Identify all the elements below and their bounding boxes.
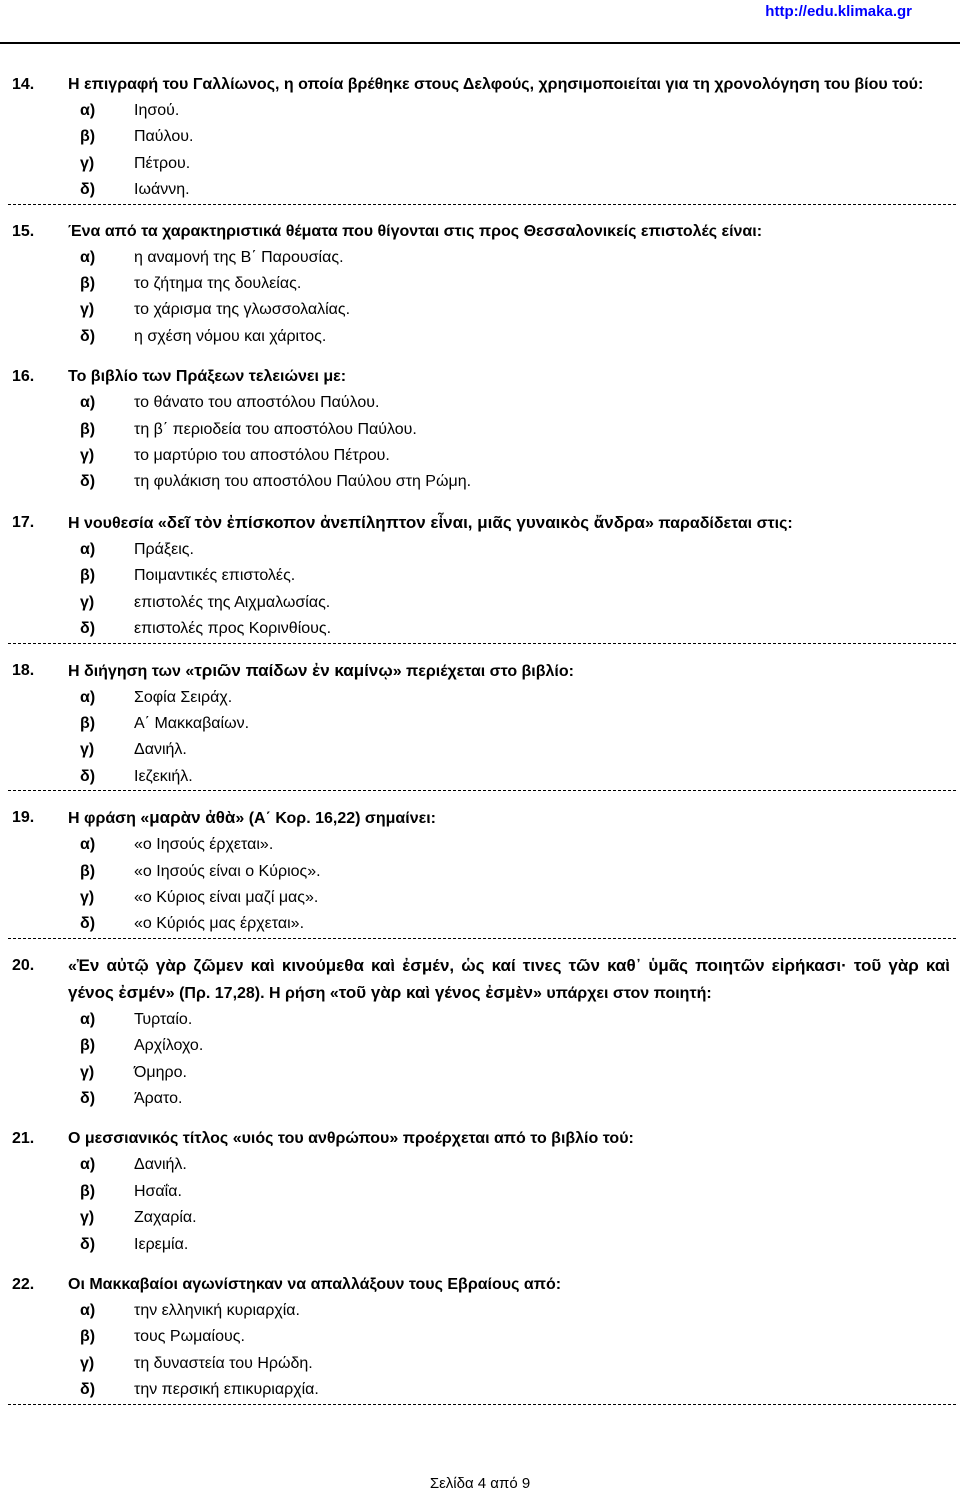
page-footer: Σελίδα 4 από 9 — [429, 1475, 531, 1492]
option-list — [0, 390, 960, 496]
dashed-divider — [8, 643, 956, 644]
question-22 — [0, 1272, 960, 1405]
header-link[interactable]: http://edu.klimaka.gr — [765, 3, 912, 20]
option-list — [0, 245, 960, 351]
option-text: Ησαΐα. — [134, 1182, 182, 1200]
option-list — [0, 1298, 960, 1404]
option-item — [0, 764, 960, 790]
option-text: Ιεζεκιήλ. — [134, 767, 193, 785]
question-text: Ένα από τα χαρακτηριστικά θέματα που θίγονται στις προς Θεσσαλονικείς επιστολές είναι: — [68, 222, 763, 240]
quote-text: τριῶν παίδων ἐν καμίνῳ — [194, 660, 393, 680]
question-list — [0, 72, 960, 1419]
question-text — [68, 805, 950, 832]
option-letter: δ) — [80, 1381, 96, 1399]
option-text: Ιησού. — [134, 102, 180, 119]
question-text-part: » περιέχεται στο βιβλίο: — [392, 662, 574, 680]
quote-text: τοῦ γὰρ καὶ γένος ἐσμὲν — [338, 982, 533, 1002]
option-text: την ελληνική κυριαρχία. — [134, 1302, 300, 1319]
option-text: «ο Κύριος είναι μαζί μας». — [134, 888, 319, 906]
question-19 — [0, 805, 960, 939]
option-list — [0, 685, 960, 791]
option-text: Ποιμαντικές επιστολές. — [134, 567, 296, 585]
option-item — [0, 443, 960, 469]
option-item — [0, 98, 960, 124]
option-text: «ο Ιησούς έρχεται». — [134, 836, 274, 854]
question-20 — [0, 953, 960, 1113]
option-letter: γ) — [80, 447, 95, 465]
option-letter: α) — [80, 1156, 96, 1174]
option-text: επιστολές της Αιχμαλωσίας. — [134, 593, 331, 611]
option-item — [0, 1205, 960, 1231]
option-item — [0, 1060, 960, 1086]
option-item — [0, 1086, 960, 1112]
question-number: 16. — [12, 368, 35, 386]
quote-text: Ἐν αὐτῷ γὰρ ζῶμεν καὶ κινούμεθα καὶ ἐσμέν, ὡς καί τινες τῶν καθ᾽ ὑμᾶς ποιητῶν εἰρήκασι· τοῦ γὰρ καὶ γένος ἐσμέν — [68, 955, 950, 1002]
option-text: Σοφία Σειράχ. — [134, 688, 233, 706]
option-item — [0, 911, 960, 937]
question-text — [68, 658, 950, 685]
question-number: 20. — [12, 956, 35, 974]
question-text-part: Η νουθεσία « — [68, 514, 167, 532]
option-list — [0, 832, 960, 938]
option-text: τη φυλάκιση του αποστόλου Παύλου στη Ρώμη. — [134, 473, 472, 491]
option-letter: α) — [80, 836, 96, 854]
question-21 — [0, 1126, 960, 1258]
option-text: Δανιήλ. — [134, 1156, 187, 1174]
option-letter: δ) — [80, 1089, 96, 1107]
option-text: Τυρταίο. — [134, 1010, 193, 1028]
option-list — [0, 1152, 960, 1258]
question-number: 21. — [12, 1130, 35, 1148]
option-item — [0, 832, 960, 858]
option-letter: δ) — [80, 767, 96, 785]
option-text: το θάνατο του αποστόλου Παύλου. — [134, 394, 380, 412]
option-letter: α) — [80, 1010, 96, 1028]
option-text: τη δυναστεία του Ηρώδη. — [134, 1354, 313, 1372]
option-item — [0, 1007, 960, 1033]
option-letter: α) — [80, 394, 96, 412]
option-letter: γ) — [80, 154, 95, 172]
option-letter: β) — [80, 128, 96, 146]
option-letter: δ) — [80, 915, 96, 933]
question-14 — [0, 72, 960, 205]
option-letter: δ) — [80, 1235, 96, 1253]
question-text: Οι Μακκαβαίοι αγωνίστηκαν να απαλλάξουν τους Εβραίους από: — [68, 1276, 562, 1293]
option-text: η σχέση νόμου και χάριτος. — [134, 327, 327, 345]
option-list — [0, 98, 960, 204]
option-item — [0, 469, 960, 495]
option-letter: β) — [80, 275, 96, 293]
option-item — [0, 1179, 960, 1205]
question-number: 15. — [12, 222, 35, 240]
header-rule — [0, 42, 960, 44]
option-text: Ιωάννη. — [134, 181, 190, 199]
dashed-divider — [8, 938, 956, 939]
option-text: «ο Κύριός μας έρχεται». — [134, 915, 305, 933]
option-letter: β) — [80, 862, 96, 880]
option-item — [0, 616, 960, 642]
option-item — [0, 1152, 960, 1178]
dashed-divider — [8, 1404, 956, 1405]
option-item — [0, 177, 960, 203]
question-text: Ο μεσσιανικός τίτλος «υιός του ανθρώπου» προέρχεται από το βιβλίο τού: — [68, 1130, 634, 1148]
question-text-part: « — [68, 957, 77, 975]
option-letter: γ) — [80, 888, 95, 906]
option-text: την περσική επικυριαρχία. — [134, 1381, 319, 1399]
question-text-part: Η φράση « — [68, 810, 150, 828]
option-item — [0, 245, 960, 271]
option-letter: γ) — [80, 741, 95, 759]
option-letter: γ) — [80, 593, 95, 611]
option-letter: α) — [80, 540, 96, 558]
question-15 — [0, 219, 960, 351]
option-letter: γ) — [80, 301, 95, 319]
option-text: η αναμονή της Β΄ Παρουσίας. — [134, 248, 344, 266]
option-item — [0, 1232, 960, 1258]
option-text: Ιερεμία. — [134, 1235, 189, 1253]
dashed-divider — [8, 790, 956, 791]
option-letter: α) — [80, 688, 96, 706]
option-text: Άρατο. — [134, 1089, 183, 1107]
question-text — [68, 510, 950, 537]
option-item — [0, 859, 960, 885]
option-list — [0, 537, 960, 643]
option-text: το χάρισμα της γλωσσολαλίας. — [134, 301, 351, 319]
option-text: «ο Ιησούς είναι ο Κύριος». — [134, 862, 321, 880]
option-text: Όμηρο. — [134, 1063, 187, 1081]
option-text: επιστολές προς Κορινθίους. — [134, 620, 332, 638]
question-text-part: » (Πρ. 17,28). Η ρήση « — [165, 984, 339, 1002]
option-letter: δ) — [80, 327, 96, 345]
option-item — [0, 390, 960, 416]
quote-text: δεῖ τὸν ἐπίσκοπον ἀνεπίληπτον εἶναι, μιᾶς γυναικὸς ἄνδρα — [166, 512, 645, 532]
option-letter: γ) — [80, 1209, 95, 1227]
option-letter: δ) — [80, 620, 96, 638]
option-item — [0, 590, 960, 616]
question-text — [68, 953, 950, 1007]
question-text: Το βιβλίο των Πράξεων τελειώνει με: — [68, 368, 347, 386]
option-text: Ζαχαρία. — [134, 1209, 197, 1227]
option-item — [0, 885, 960, 911]
question-18 — [0, 658, 960, 792]
option-item — [0, 324, 960, 350]
option-item — [0, 737, 960, 763]
question-text-part: » παραδίδεται στις: — [644, 514, 793, 532]
option-letter: β) — [80, 567, 96, 585]
question-text: Η επιγραφή του Γαλλίωνος, η οποία βρέθηκε στους Δελφούς, χρησιμοποιείται για τη χρονολόγηση του βίου τού: — [68, 76, 924, 93]
option-item — [0, 151, 960, 177]
option-item — [0, 1351, 960, 1377]
option-text: το μαρτύριο του αποστόλου Πέτρου. — [134, 447, 390, 465]
question-number: 22. — [12, 1276, 35, 1293]
option-text: Παύλου. — [134, 128, 194, 146]
option-letter: δ) — [80, 473, 96, 491]
option-letter: α) — [80, 1302, 96, 1319]
question-number: 19. — [12, 809, 35, 827]
option-letter: γ) — [80, 1354, 95, 1372]
question-text-part: Η διήγηση των « — [68, 662, 195, 680]
dashed-divider — [8, 204, 956, 205]
option-text: Α΄ Μακκαβαίων. — [134, 714, 250, 732]
option-letter: β) — [80, 1328, 96, 1346]
option-item — [0, 124, 960, 150]
option-item — [0, 685, 960, 711]
option-letter: α) — [80, 102, 96, 119]
quote-text: μαρὰν ἀθὰ — [149, 808, 236, 828]
option-letter: β) — [80, 420, 96, 438]
question-number: 18. — [12, 661, 35, 679]
option-text: τη β΄ περιοδεία του αποστόλου Παύλου. — [134, 420, 417, 438]
question-17 — [0, 510, 960, 644]
option-letter: δ) — [80, 181, 96, 199]
option-text: τους Ρωμαίους. — [134, 1328, 245, 1346]
question-number: 14. — [12, 76, 35, 93]
option-item — [0, 537, 960, 563]
option-item — [0, 1298, 960, 1324]
option-text: Δανιήλ. — [134, 741, 187, 759]
option-item — [0, 297, 960, 323]
question-text-part: » υπάρχει στον ποιητή: — [533, 984, 712, 1002]
option-list — [0, 1007, 960, 1113]
option-item — [0, 711, 960, 737]
option-text: Αρχίλοχο. — [134, 1037, 204, 1055]
option-item — [0, 1324, 960, 1350]
option-item — [0, 563, 960, 589]
option-text: Πέτρου. — [134, 154, 191, 172]
option-letter: β) — [80, 714, 96, 732]
option-item — [0, 1377, 960, 1403]
option-letter: α) — [80, 248, 96, 266]
question-number: 17. — [12, 513, 35, 531]
question-16 — [0, 364, 960, 496]
option-text: Πράξεις. — [134, 540, 194, 558]
option-text: το ζήτημα της δουλείας. — [134, 275, 302, 293]
option-letter: γ) — [80, 1063, 95, 1081]
question-text-part: » (Α΄ Κορ. 16,22) σημαίνει: — [235, 810, 436, 828]
option-letter: β) — [80, 1182, 96, 1200]
option-item — [0, 417, 960, 443]
option-item — [0, 1033, 960, 1059]
option-letter: β) — [80, 1037, 96, 1055]
option-item — [0, 271, 960, 297]
